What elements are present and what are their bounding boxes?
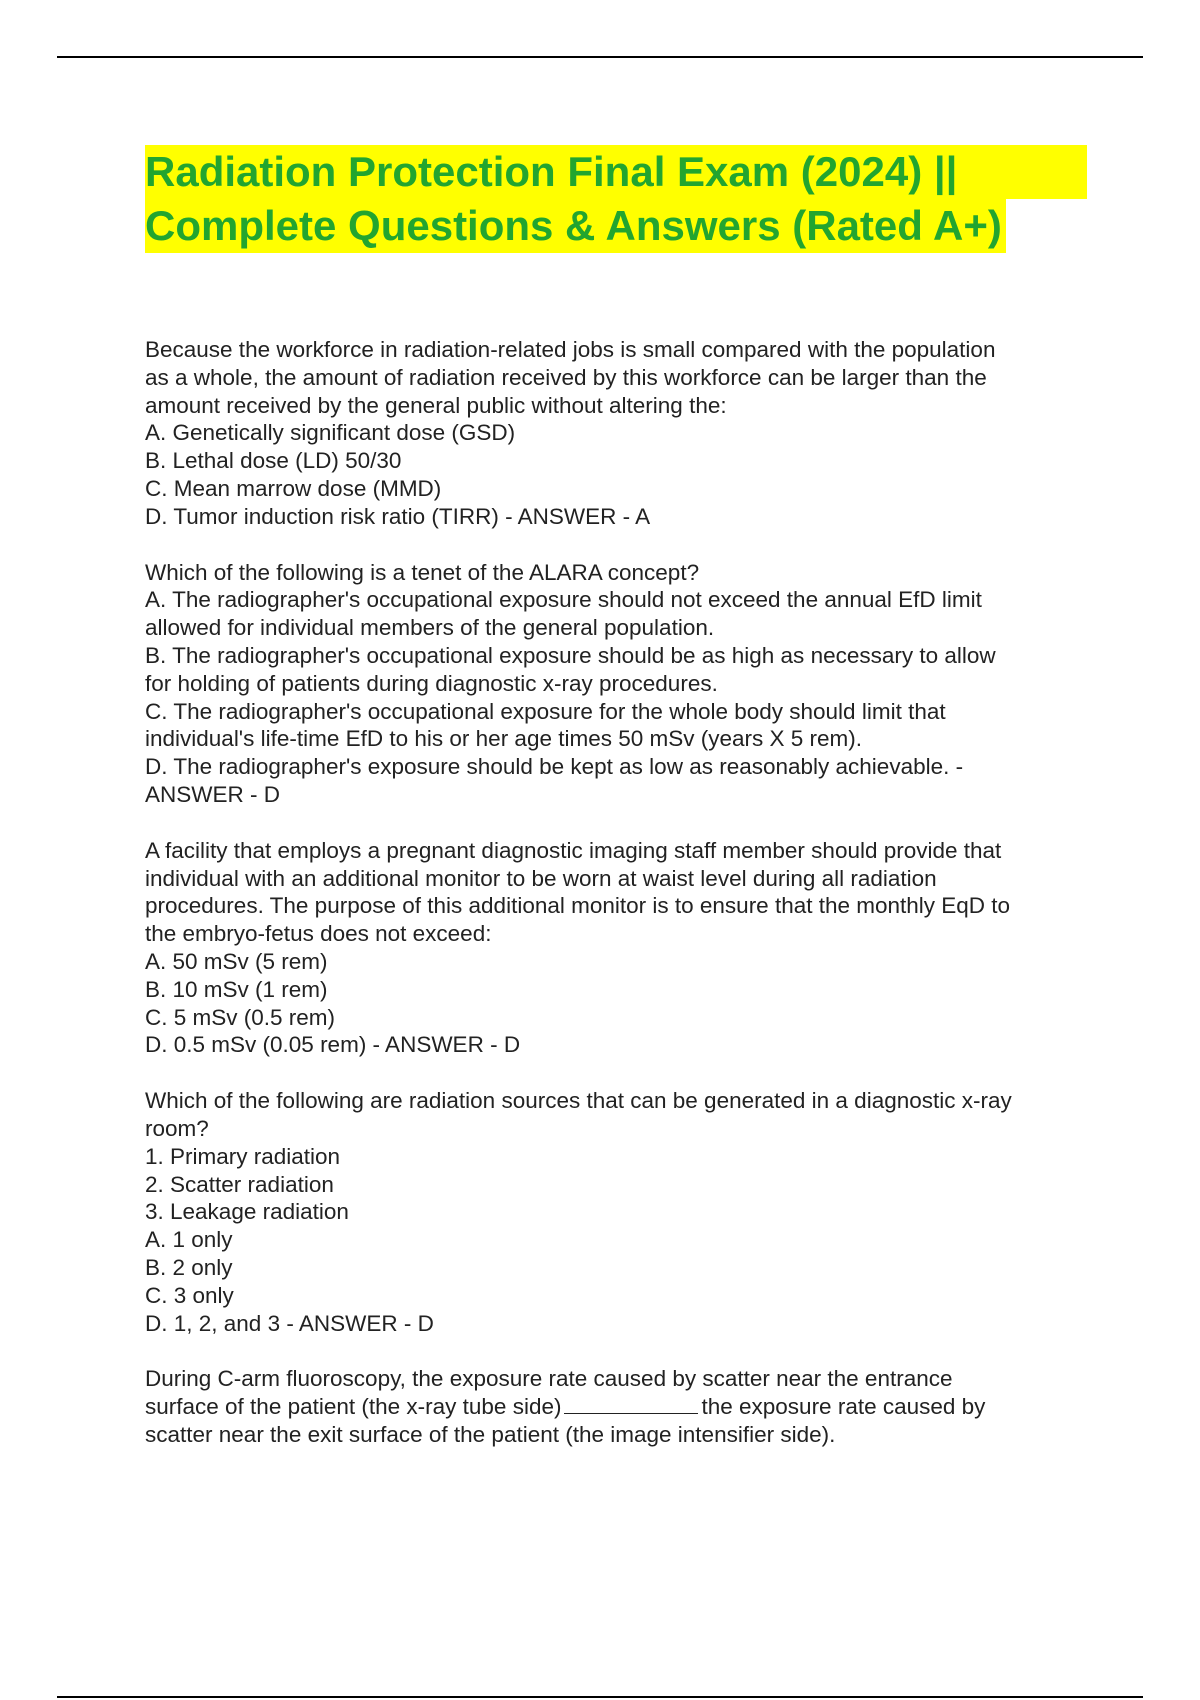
- bottom-rule: [57, 1696, 1143, 1698]
- title-line-1: Radiation Protection Final Exam (2024) ||: [145, 145, 1087, 199]
- answer-option: ANSWER - D: [145, 781, 280, 807]
- top-rule: [57, 56, 1143, 58]
- answer-option: B. The radiographer's occupational exposure should be as high as necessary to allow: [145, 642, 996, 668]
- answer-option: C. 5 mSv (0.5 rem): [145, 1004, 336, 1030]
- question-text-line: During C-arm fluoroscopy, the exposure rate caused by scatter near the entrance: [145, 1366, 953, 1392]
- answer-option: B. 10 mSv (1 rem): [145, 976, 328, 1002]
- answer-option: D. 0.5 mSv (0.05 rem) - ANSWER - D: [145, 1032, 521, 1058]
- question-text-line: [145, 1393, 1095, 1421]
- answer-option: B. Lethal dose (LD) 50/30: [145, 448, 402, 474]
- answer-option: D. 1, 2, and 3 - ANSWER - D: [145, 1310, 434, 1336]
- question-3: [145, 837, 1095, 1059]
- answer-option: A. 1 only: [145, 1227, 233, 1253]
- question-text-line: procedures. The purpose of this additional monitor is to ensure that the monthly EqD to: [145, 893, 1011, 919]
- answer-option: individual's life-time EfD to his or her age times 50 mSv (years X 5 rem).: [145, 726, 863, 752]
- question-text-line: scatter near the exit surface of the patient (the image intensifier side).: [145, 1421, 836, 1447]
- question-2: [145, 559, 1095, 809]
- question-text-line: A facility that employs a pregnant diagnostic imaging staff member should provide that: [145, 837, 1002, 863]
- question-text-line: Because the workforce in radiation-related jobs is small compared with the population: [145, 337, 996, 362]
- answer-option: C. Mean marrow dose (MMD): [145, 475, 442, 501]
- answer-option: B. 2 only: [145, 1254, 233, 1280]
- answer-option: A. The radiographer's occupational exposure should not exceed the annual EfD limit: [145, 587, 982, 613]
- questions-content: [145, 336, 1095, 1477]
- answer-option: allowed for individual members of the general population.: [145, 615, 715, 641]
- answer-option: D. The radiographer's exposure should be kept as low as reasonably achievable. -: [145, 754, 964, 780]
- question-text-line: individual with an additional monitor to be worn at waist level during all radiation: [145, 865, 937, 891]
- answer-option: A. Genetically significant dose (GSD): [145, 420, 516, 446]
- question-text-line: room?: [145, 1115, 209, 1141]
- answer-option: D. Tumor induction risk ratio (TIRR) - ANSWER - A: [145, 503, 651, 529]
- question-text-line: Which of the following are radiation sources that can be generated in a diagnostic x-ray: [145, 1088, 1012, 1114]
- answer-option: for holding of patients during diagnostic x-ray procedures.: [145, 670, 718, 696]
- question-5: [145, 1365, 1095, 1448]
- question-text-line: Which of the following is a tenet of the ALARA concept?: [145, 559, 700, 585]
- answer-option: C. 3 only: [145, 1282, 234, 1308]
- title-line-2: Complete Questions & Answers (Rated A+): [145, 199, 1006, 253]
- question-text-fragment: surface of the patient (the x-ray tube side): [145, 1394, 562, 1420]
- answer-option: C. The radiographer's occupational exposure for the whole body should limit that: [145, 698, 946, 724]
- statement-item: 2. Scatter radiation: [145, 1171, 334, 1197]
- question-4: [145, 1087, 1095, 1337]
- question-text-line: as a whole, the amount of radiation received by this workforce can be larger than the: [145, 364, 987, 390]
- document-title: [145, 145, 1087, 253]
- question-text-line: the embryo-fetus does not exceed:: [145, 921, 492, 947]
- statement-item: 1. Primary radiation: [145, 1143, 341, 1169]
- question-text-fragment: the exposure rate caused by: [701, 1394, 986, 1420]
- answer-option: A. 50 mSv (5 rem): [145, 948, 328, 974]
- question-text-line: amount received by the general public without altering the:: [145, 392, 727, 418]
- question-1: [145, 336, 1095, 531]
- fill-in-blank: [564, 1393, 698, 1414]
- statement-item: 3. Leakage radiation: [145, 1199, 349, 1225]
